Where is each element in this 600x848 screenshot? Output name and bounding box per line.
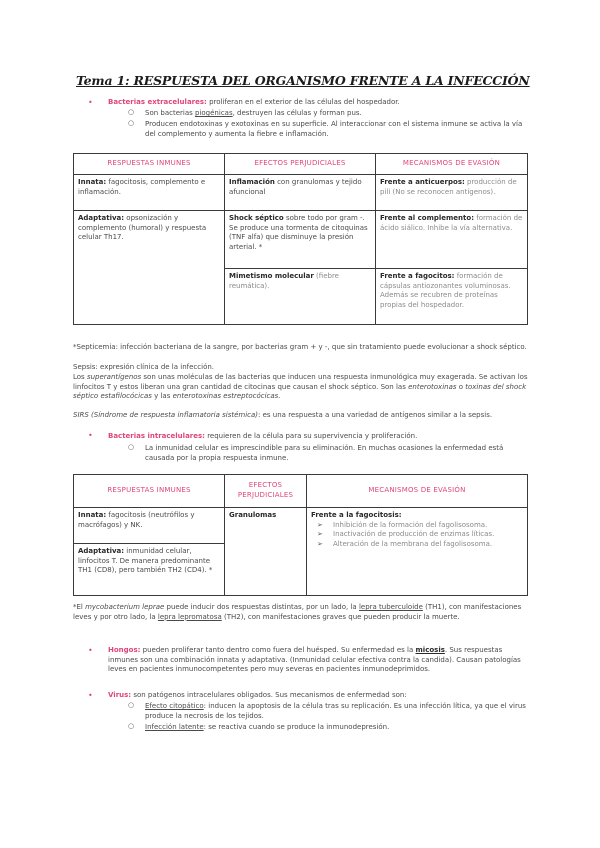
circle-bullet-icon: ○ bbox=[128, 443, 135, 451]
table-header: MECANISMOS DE EVASIÓN bbox=[307, 475, 528, 508]
section-intracellular: Bacterias intracelulares: requieren de la célula para su supervivencia y proliferación. bbox=[108, 432, 418, 440]
extracellular-point-1: Son bacterias piogénicas, destruyen las células y forman pus. bbox=[145, 109, 362, 117]
list-item: ➢ Inactivación de producción de enzimas líticas. bbox=[311, 530, 523, 540]
circle-bullet-icon: ○ bbox=[128, 701, 135, 709]
page-title: Tema 1: RESPUESTA DEL ORGANISMO FRENTE A LA INFECCIÓN bbox=[76, 73, 530, 88]
superantigen-note: Los superantígenos son unas moléculas de las bacterias que inducen una respuesta inmunológica muy exagerada. Se activan los linfocitos T y estos liberan una gran cantidad de citocinas que causan el shock séptico. Son las enterotoxinas o toxinas del shock séptico estafilocócicas y las enterotoxinas estreptocócicas. bbox=[73, 373, 528, 401]
intracellular-point-1: La inmunidad celular es imprescindible para su eliminación. En muchas ocasiones la enfermedad está causada por la propia respuesta inmune. bbox=[145, 444, 504, 462]
table-header: EFECTOS PERJUDICIALES bbox=[225, 154, 376, 175]
table-cell: Frente a anticuerpos: producción de pili (No se reconocen antígenos). bbox=[376, 175, 528, 211]
list-item: ➢ Inhibición de la formación del fagolisosoma. bbox=[311, 521, 523, 531]
circle-bullet-icon: ○ bbox=[128, 722, 135, 730]
table-cell: Inflamación con granulomas y tejido afuncional bbox=[225, 175, 376, 211]
table-cell: Adaptativa: opsonización y complemento (humoral) y respuesta celular Th17. bbox=[74, 211, 225, 325]
list-item: ➢ Alteración de la membrana del fagolisosoma. bbox=[311, 540, 523, 550]
table-cell: Frente a la fagocitosis: ➢ Inhibición de la formación del fagolisosoma. ➢ Inactivación de producción de enzimas líticas. ➢ Alteración de la membrana del fagolisosoma. bbox=[307, 508, 528, 596]
table-cell: Adaptativa: inmunidad celular, linfocitos T. De manera predominante TH1 (CD8), pero también TH2 (CD4). * bbox=[74, 544, 225, 596]
table-header: RESPUESTAS INMUNES bbox=[74, 475, 225, 508]
table-header: RESPUESTAS INMUNES bbox=[74, 154, 225, 175]
table-cell: Frente al complemento: formación de ácido siálico. Inhibe la vía alternativa. bbox=[376, 211, 528, 269]
circle-bullet-icon: ○ bbox=[128, 119, 135, 127]
table-cell: Shock séptico sobre todo por gram -. Se produce una tormenta de citoquinas (TNF alfa) que disminuye la presión arterial. * bbox=[225, 211, 376, 269]
bullet-icon: • bbox=[88, 646, 93, 655]
table-header: MECANISMOS DE EVASIÓN bbox=[376, 154, 528, 175]
section-fungi: Hongos: pueden proliferar tanto dentro como fuera del huésped. Su enfermedad es la micosis. Sus respuestas inmunes son una combinación innata y adaptativa. (Inmunidad celular efectiva contra la candida). Causan patologías leves en pacientes inmunocompetentes pero muy severas en pacientes inmunodeprimidos. bbox=[108, 646, 521, 674]
table-cell: Innata: fagocitosis, complemento e inflamación. bbox=[74, 175, 225, 211]
leprae-note: *El mycobacterium leprae puede inducir dos respuestas distintas, por un lado, la lepra tuberculoide (TH1), con manifestaciones leves y por otro lado, la lepra lepromatosa (TH2), con manifestaciones graves que pueden producir la muerte. bbox=[73, 603, 522, 621]
table-cell: Mimetismo molecular (fiebre reumática). bbox=[225, 269, 376, 325]
table-cell: Granulomas bbox=[225, 508, 307, 596]
bullet-icon: • bbox=[88, 98, 93, 107]
extracellular-table bbox=[73, 153, 528, 325]
circle-bullet-icon: ○ bbox=[128, 108, 135, 116]
bullet-icon: • bbox=[88, 691, 93, 700]
bullet-icon: • bbox=[88, 431, 93, 440]
extracellular-point-2: Producen endotoxinas y exotoxinas en su superficie. Al interaccionar con el sistema inmune se activa la vía del complemento y aumenta la fiebre e inflamación. bbox=[145, 120, 523, 138]
table-header: EFECTOS PERJUDICIALES bbox=[225, 475, 307, 508]
intracellular-table bbox=[73, 474, 528, 596]
section-extracellular: Bacterias extracelulares: proliferan en el exterior de las células del hospedador. bbox=[108, 98, 400, 106]
septicemia-note: *Septicemia: infección bacteriana de la sangre, por bacterias gram + y -, que sin tratamiento puede evolucionar a shock séptico. bbox=[73, 343, 527, 351]
table-cell: Innata: fagocitosis (neutrófilos y macrófagos) y NK. bbox=[74, 508, 225, 544]
virus-point-1: Efecto citopático: inducen la apoptosis de la célula tras su replicación. Es una infección lítica, ya que el virus produce la necrosis de los tejidos. bbox=[145, 702, 526, 720]
table-cell: Frente a fagocitos: formación de cápsulas antiozonantes voluminosas. Además se recubren de proteínas propias del hospedador. bbox=[376, 269, 528, 325]
sepsis-note: Sepsis: expresión clínica de la infección. bbox=[73, 363, 215, 371]
virus-point-2: Infección latente: se reactiva cuando se produce la inmunodepresión. bbox=[145, 723, 390, 731]
section-virus: Virus: son patógenos intracelulares obligados. Sus mecanismos de enfermedad son: bbox=[108, 691, 407, 699]
sirs-note: SIRS (Síndrome de respuesta inflamatoria sistémica): es una respuesta a una variedad de antígenos similar a la sepsis. bbox=[73, 411, 493, 419]
